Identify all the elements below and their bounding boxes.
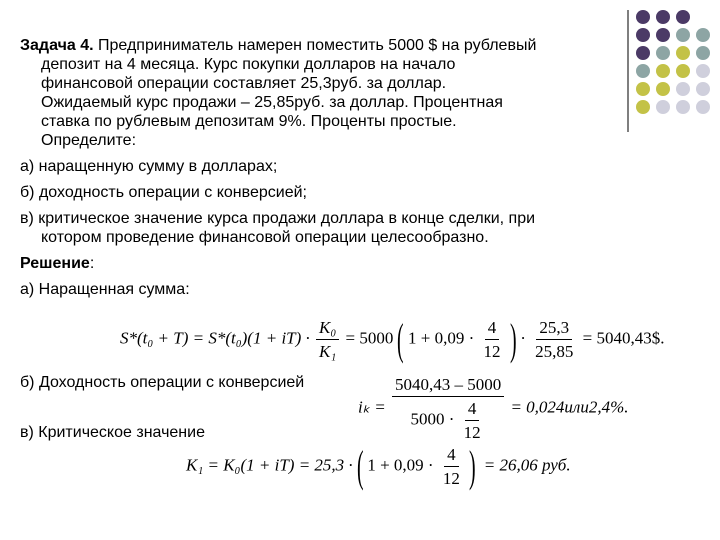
formula-b-lhs: iₖ =	[358, 397, 386, 417]
decor-dot	[636, 46, 650, 60]
task-statement-5: ставка по рублевым депозитам 9%. Проценты простые.	[41, 113, 457, 130]
decor-dot	[656, 82, 670, 96]
formula-c-den: 12	[442, 469, 460, 488]
decor-dot	[676, 28, 690, 42]
task-title: Задача 4.	[20, 37, 94, 54]
decor-dot	[636, 64, 650, 78]
decor-dot	[696, 100, 710, 114]
decor-dot	[676, 64, 690, 78]
task-line-1	[20, 36, 620, 55]
formula-c-inner: 1 + 0,09 ·	[367, 455, 434, 475]
formula-a-exchange-fraction	[532, 318, 576, 361]
decor-dot	[696, 46, 710, 60]
formula-a-rate-fraction	[316, 318, 339, 361]
formula-b-result: = 0,024или2,4%.	[510, 397, 629, 417]
decor-dot-grid	[636, 10, 716, 110]
formula-b-den-num: 4	[465, 399, 480, 421]
formula-b-den-main: 5000 ·	[410, 409, 455, 429]
formula-a-result: = 5040,43$.	[582, 328, 665, 348]
formula-b-fraction	[392, 375, 504, 442]
formula-b-numerator: 5040,43 – 5000	[392, 375, 504, 397]
formula-a-mult: ·	[520, 328, 526, 348]
formula-a-principal: = 5000	[345, 328, 394, 348]
task-item-a: а) наращенную сумму в долларах;	[20, 158, 278, 175]
formula-b-denominator	[407, 397, 488, 442]
formula-c-close-paren: )	[468, 441, 476, 491]
task-statement-3: финансовой операции составляет 25,3руб. за доллар.	[41, 75, 447, 92]
decor-dot	[656, 100, 670, 114]
solution-label: Решение	[20, 255, 90, 272]
decor-dot	[636, 28, 650, 42]
formula-a-close-paren: )	[509, 314, 517, 364]
formula-b-den-fraction	[461, 399, 484, 442]
formula-a-months-num: 4	[485, 318, 500, 340]
task-text	[20, 36, 620, 299]
decor-dot	[676, 10, 690, 24]
decor-dot	[656, 64, 670, 78]
task-item-b: б) доходность операции с конверсией;	[20, 184, 307, 201]
formula-c-result: = 26,06 руб.	[483, 455, 571, 475]
decor-dot	[676, 46, 690, 60]
formula-a-interest: 1 + 0,09 ·	[408, 328, 475, 348]
decor-dot	[656, 46, 670, 60]
formula-a-months-fraction	[481, 318, 504, 361]
solution-part-a: а) Наращенная сумма:	[20, 281, 190, 298]
formula-a-k0: K₀	[316, 318, 339, 340]
formula-c-open-paren: (	[356, 441, 364, 491]
task-item-c-line-1: в) критическое значение курса продажи доллара в конце сделки, при	[20, 210, 536, 227]
decor-dot	[636, 10, 650, 24]
decor-dot	[696, 64, 710, 78]
formula-yield	[358, 375, 628, 442]
formula-accrued-sum	[120, 314, 665, 364]
formula-b-den-den: 12	[463, 423, 481, 442]
task-statement-4: Ожидаемый курс продажи – 25,85руб. за доллар. Процентная	[41, 94, 503, 111]
formula-a-sell-rate: 25,85	[535, 342, 574, 361]
decor-dot	[676, 82, 690, 96]
decor-dot	[676, 100, 690, 114]
formula-a-k1: K₁	[319, 342, 337, 361]
formula-c-lhs: K₁ = K₀(1 + iT) = 25,3 ·	[186, 455, 353, 475]
solution-heading	[20, 254, 620, 273]
decor-dot	[636, 100, 650, 114]
formula-c-fraction	[440, 445, 463, 488]
solution-part-b: б) Доходность операции с конверсией	[20, 374, 305, 391]
formula-a-months-den: 12	[483, 342, 501, 361]
task-statement-1: Предприниматель намерен поместить 5000 $ на рублевый	[98, 37, 537, 54]
formula-c-num: 4	[444, 445, 459, 467]
solution-colon: :	[89, 255, 95, 272]
decor-dot	[656, 10, 670, 24]
formula-a-buy-rate: 25,3	[536, 318, 572, 340]
formula-a-lhs: S*(t₀ + T) = S*(t₀)(1 + iT) ·	[120, 328, 310, 348]
formula-a-open-paren: (	[397, 314, 405, 364]
decor-dot	[656, 28, 670, 42]
decor-dot	[696, 82, 710, 96]
task-item-c-line-2: котором проведение финансовой операции целесообразно.	[41, 229, 489, 246]
decor-divider-line	[627, 10, 629, 132]
decor-dot	[696, 28, 710, 42]
decor-dot	[636, 82, 650, 96]
task-statement-2: депозит на 4 месяца. Курс покупки долларов на начало	[41, 56, 456, 73]
solution-part-c: в) Критическое значение	[20, 424, 205, 441]
task-statement-6: Определите:	[41, 132, 137, 149]
formula-critical-rate	[186, 441, 571, 491]
